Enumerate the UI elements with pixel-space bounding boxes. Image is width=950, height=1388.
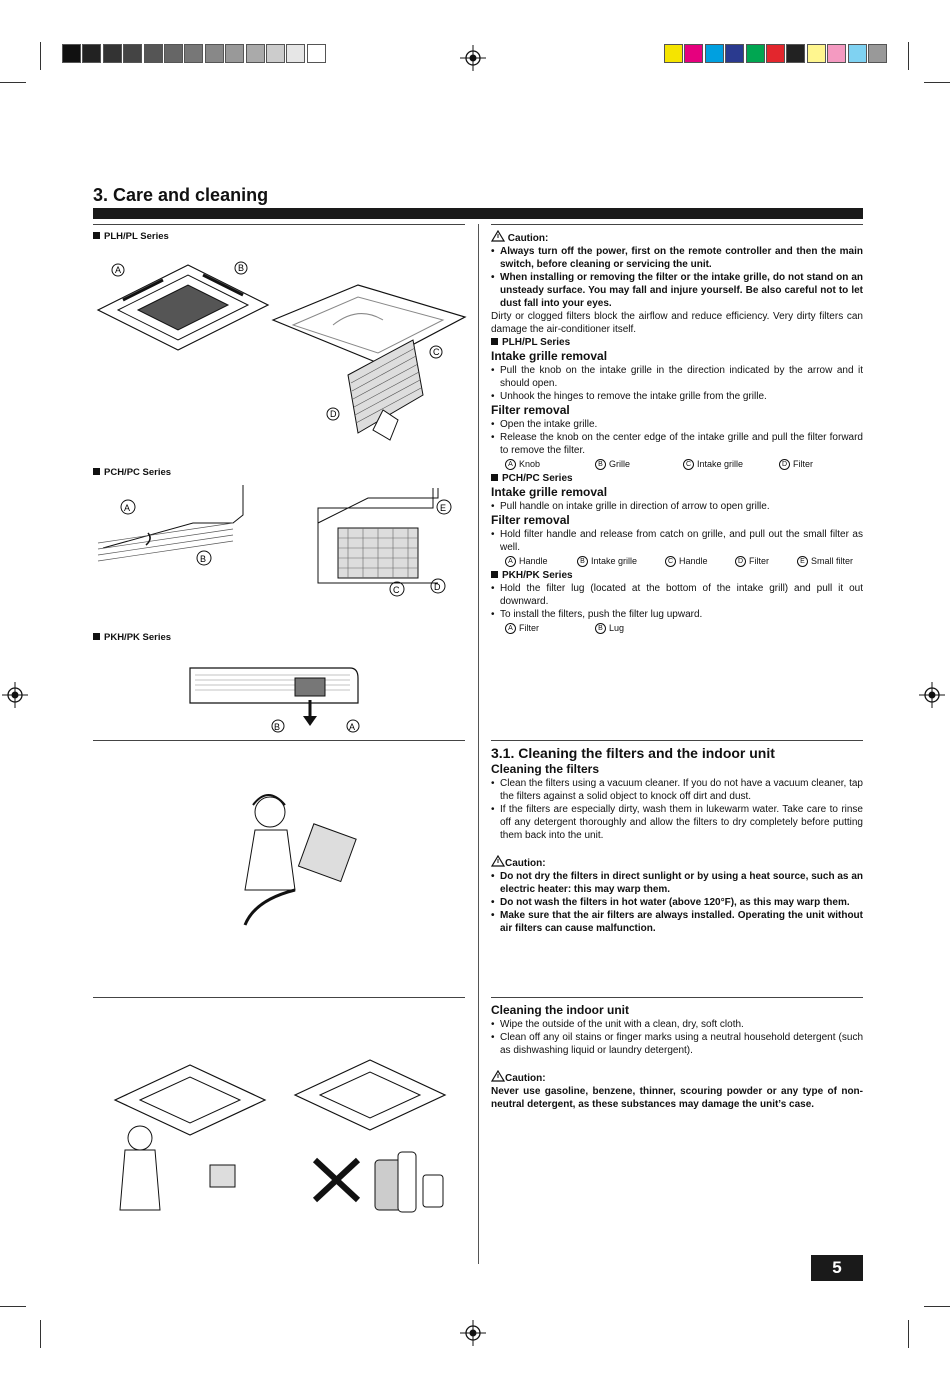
plh-filter-heading: Filter removal <box>491 403 570 417</box>
callout-b: B <box>200 554 207 564</box>
plh-filter-list <box>491 418 863 457</box>
callout-b: B <box>274 722 281 732</box>
pch-filter-heading: Filter removal <box>491 513 570 527</box>
caution-heading: Caution: <box>491 1070 863 1085</box>
list-item: • Open the intake grille. <box>491 418 863 431</box>
column-divider <box>478 224 479 1264</box>
list-item: • If the filters are especially dirty, wash them in lukewarm water. Take care to rinse off any detergent thoroughly and allow the filters to dry completely before putting them back into the unit. <box>491 803 863 842</box>
color-swatch <box>725 44 744 63</box>
caution-heading: Caution: <box>491 855 863 870</box>
callout-d: D <box>330 409 337 419</box>
indoor-caution-text: Never use gasoline, benzene, thinner, scouring powder or any type of non-neutral detergent, as these substances may damage the unit’s case. <box>491 1086 863 1110</box>
list-item: • To install the filters, push the filter lug upward. <box>491 608 863 621</box>
pkh-series-heading: PKH/PK Series <box>491 569 863 582</box>
crop-mark <box>40 1320 41 1348</box>
divider <box>93 224 465 225</box>
callout-c: C <box>393 585 400 595</box>
indoor-unit-cleaning-illustration <box>110 1050 465 1220</box>
callout-a: A <box>124 503 131 513</box>
cleaning-filters-heading: Cleaning the filters <box>491 762 600 776</box>
list-item: • Release the knob on the center edge of the intake grille and pull the filter forward to remove the filter. <box>491 431 863 457</box>
callout-e: E <box>440 503 447 513</box>
pkh-wall-unit-illustration <box>185 648 375 738</box>
plh-grille-list <box>491 364 863 403</box>
list-item: • Pull the knob on the intake grille in the direction indicated by the arrow and it should open. <box>491 364 863 390</box>
section-3-1 <box>491 745 863 935</box>
pch-legend: A Handle B Intake grille C Handle D Filter E Small filter <box>491 555 863 568</box>
divider <box>491 997 863 998</box>
color-swatch <box>664 44 683 63</box>
intro-paragraph: Dirty or clogged filters block the airflow and reduce efficiency. Very dirty filters can damage the air-conditioner itself. <box>491 311 863 335</box>
caution-heading: Caution: <box>491 230 863 245</box>
indoor-unit-list <box>491 1018 863 1057</box>
list-item: • Make sure that the air filters are always installed. Operating the unit without air filters can cause malfunction. <box>491 909 863 935</box>
list-item: • Hold filter handle and release from catch on grille, and pull out the small filter as well. <box>491 528 863 554</box>
divider <box>93 740 465 741</box>
plh-legend: A Knob B Grille C Intake grille D Filter <box>491 458 863 471</box>
vacuuming-filter-illustration <box>235 790 365 930</box>
color-swatch <box>807 44 826 63</box>
pch-ceiling-illustration <box>93 483 468 598</box>
crop-mark <box>924 1306 950 1307</box>
callout-a: A <box>115 265 122 275</box>
list-item: • Pull handle on intake grille in direction of arrow to open grille. <box>491 500 863 513</box>
color-swatch <box>684 44 703 63</box>
list-item: • Clean off any oil stains or finger marks using a neutral household detergent (such as dishwashing liquid or laundry detergent). <box>491 1031 863 1057</box>
crop-mark <box>0 1306 26 1307</box>
callout-b: B <box>238 263 245 273</box>
indoor-unit-section <box>491 1003 863 1111</box>
callout-d: D <box>434 582 441 592</box>
color-swatch <box>103 44 122 63</box>
color-swatch <box>123 44 142 63</box>
divider <box>491 740 863 741</box>
pkh-legend: A Filter B Lug <box>491 622 863 635</box>
callout-a: A <box>349 722 356 732</box>
pkh-series-label: PKH/PK Series <box>93 632 171 643</box>
list-item: • Unhook the hinges to remove the intake grille from the grille. <box>491 390 863 403</box>
list-item: • Do not dry the filters in direct sunlight or by using a heat source, such as an electric heater: this may warp them. <box>491 870 863 896</box>
cleaning-filters-list <box>491 777 863 842</box>
filter-caution-list <box>491 870 863 935</box>
caution-list <box>491 245 863 310</box>
list-item: • Hold the filter lug (located at the bottom of the intake grill) and pull it out downward. <box>491 582 863 608</box>
warning-triangle-icon <box>491 855 505 867</box>
right-column-filters <box>491 230 863 636</box>
section-title: 3. Care and cleaning <box>93 185 269 205</box>
registration-mark-icon <box>460 1320 486 1346</box>
pch-filter-list <box>491 528 863 554</box>
color-swatch <box>62 44 81 63</box>
plh-series-label: PLH/PL Series <box>93 231 169 242</box>
plh-grille-heading: Intake grille removal <box>491 349 608 363</box>
divider <box>491 224 863 225</box>
color-swatch <box>786 44 805 63</box>
pch-series-heading: PCH/PC Series <box>491 472 863 485</box>
color-swatch <box>766 44 785 63</box>
registration-mark-icon <box>2 682 28 708</box>
color-swatch <box>225 44 244 63</box>
plh-cassette-illustration <box>93 255 468 455</box>
callout-c: C <box>433 347 440 357</box>
color-swatch <box>205 44 224 63</box>
list-item: • Clean the filters using a vacuum cleaner. If you do not have a vacuum cleaner, tap the filters against a solid object to knock off dirt and dust. <box>491 777 863 803</box>
color-swatch <box>266 44 285 63</box>
warning-triangle-icon <box>491 1070 505 1082</box>
list-item: • Wipe the outside of the unit with a clean, dry, soft cloth. <box>491 1018 863 1031</box>
warning-triangle-icon <box>491 230 505 242</box>
color-swatch <box>868 44 887 63</box>
color-swatch <box>827 44 846 63</box>
color-swatch <box>705 44 724 63</box>
plh-series-heading: PLH/PL Series <box>491 336 863 349</box>
crop-mark <box>924 82 950 83</box>
title-bar <box>93 208 863 219</box>
crop-mark <box>0 82 26 83</box>
color-swatch <box>307 44 326 63</box>
divider <box>93 997 465 998</box>
section-3-1-title: 3.1. Cleaning the filters and the indoor unit <box>491 745 775 761</box>
registration-mark-icon <box>919 682 945 708</box>
pch-grille-list <box>491 500 863 513</box>
color-swatch <box>746 44 765 63</box>
pch-series-label: PCH/PC Series <box>93 467 171 478</box>
color-swatch <box>144 44 163 63</box>
color-swatch <box>246 44 265 63</box>
pkh-list <box>491 582 863 621</box>
crop-mark <box>40 42 41 70</box>
color-swatch <box>82 44 101 63</box>
indoor-unit-heading: Cleaning the indoor unit <box>491 1003 629 1017</box>
crop-mark <box>908 42 909 70</box>
pch-grille-heading: Intake grille removal <box>491 485 608 499</box>
list-item: • When installing or removing the filter or the intake grille, do not stand on an unsteady surface. You may fall and injure yourself. Be also careful not to let dust fall into your eyes. <box>491 271 863 310</box>
crop-mark <box>908 1320 909 1348</box>
color-swatch <box>184 44 203 63</box>
list-item: • Always turn off the power, first on the remote controller and then the main switch, before cleaning or servicing the unit. <box>491 245 863 271</box>
list-item: • Do not wash the filters in hot water (above 120°F), as this may warp them. <box>491 896 863 909</box>
color-swatch <box>286 44 305 63</box>
registration-mark-icon <box>460 45 486 71</box>
color-swatch <box>848 44 867 63</box>
color-swatch <box>164 44 183 63</box>
page-number: 5 <box>811 1255 863 1281</box>
